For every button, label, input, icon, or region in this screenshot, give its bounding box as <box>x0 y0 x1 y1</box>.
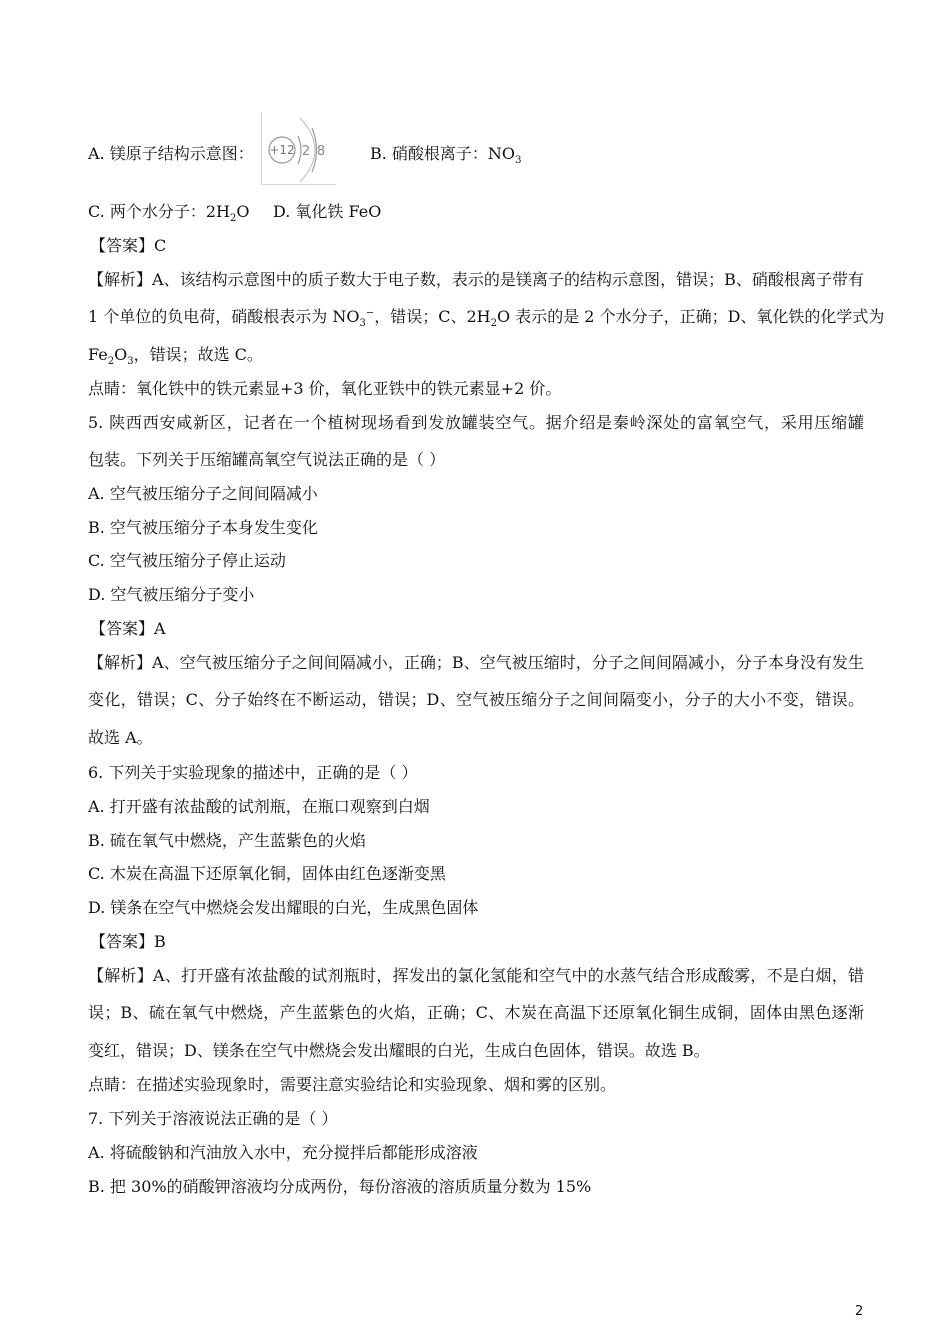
q5-answer: 【答案】A <box>90 619 166 638</box>
q5-explanation-line1: 【解析】A、空气被压缩分子之间间隔减小，正确；B、空气被压缩时，分子之间间隔减小，分子本身没有发生 <box>88 653 864 672</box>
q4-explanation-line2 <box>88 307 885 330</box>
q6-explanation-line3: 变红，错误；D、镁条在空气中燃烧会发出耀眼的白光，生成白色固体，错误。故选 B。 <box>88 1041 710 1060</box>
q4-expl2-post: O 表示的是 2 个水分子，正确；D、氧化铁的化学式为 <box>497 307 885 326</box>
q4-answer: 【答案】C <box>90 236 167 255</box>
diagram-shell1-count: 2 <box>301 144 311 159</box>
q4-option-b-sub: 3 <box>515 155 522 167</box>
q6-option-a: A. 打开盛有浓盐酸的试剂瓶，在瓶口观察到白烟 <box>88 797 430 816</box>
q4-explanation-line1: 【解析】A、该结构示意图中的质子数大于电子数，表示的是镁离子的结构示意图，错误；B、硝酸根离子带有 <box>88 270 864 289</box>
q6-explanation-line2: 误；B、硫在氧气中燃烧，产生蓝紫色的火焰，正确；C、木炭在高温下还原氧化铜生成铜，固体由黑色逐渐 <box>88 1003 864 1022</box>
q7-stem: 7. 下列关于溶液说法正确的是（ ） <box>88 1109 338 1128</box>
q4-option-b-text: B. 硝酸根离子：NO <box>370 144 516 163</box>
q4-option-c-post: O <box>236 202 250 221</box>
q7-option-a: A. 将硫酸钠和汽油放入水中，充分搅拌后都能形成溶液 <box>88 1143 478 1162</box>
q4-expl2-sub2: 2 <box>490 318 498 330</box>
q4-option-c <box>88 202 250 225</box>
q4-tip: 点睛：氧化铁中的铁元素显+3 价，氧化亚铁中的铁元素显+2 价。 <box>88 379 562 398</box>
q4-expl2-sub: 3 <box>359 318 366 330</box>
q4-expl2-sup: − <box>365 307 375 319</box>
q4-expl3-c: ，错误；故选 C。 <box>133 345 263 364</box>
q4-option-d: D. 氧化铁 FeO <box>273 202 382 221</box>
q4-expl3-sub1: 2 <box>107 356 115 368</box>
q5-stem-line2: 包装。下列关于压缩罐高氧空气说法正确的是（ ） <box>88 450 446 469</box>
q4-expl3-a: Fe <box>88 345 108 364</box>
q5-option-b: B. 空气被压缩分子本身发生变化 <box>88 518 318 537</box>
q6-option-c: C. 木炭在高温下还原氧化铜，固体由红色逐渐变黑 <box>88 864 446 883</box>
q6-answer: 【答案】B <box>90 932 166 951</box>
q5-option-a: A. 空气被压缩分子之间间隔减小 <box>88 484 318 503</box>
q6-option-d: D. 镁条在空气中燃烧会发出耀眼的白光，生成黑色固体 <box>88 898 479 917</box>
q6-option-b: B. 硫在氧气中燃烧，产生蓝紫色的火焰 <box>88 831 366 850</box>
q4-option-a <box>88 144 254 164</box>
q4-expl3-sub2: 3 <box>127 356 134 368</box>
q6-stem: 6. 下列关于实验现象的描述中，正确的是（ ） <box>88 763 418 782</box>
diagram-shell2-count: 8 <box>316 144 326 159</box>
page-number: 2 <box>855 1304 864 1319</box>
q4-option-b <box>370 144 522 167</box>
q4-explanation-line3 <box>88 345 263 368</box>
q4-expl3-b: O <box>114 345 128 364</box>
q6-explanation-line1: 【解析】A、打开盛有浓盐酸的试剂瓶时，挥发出的氯化氢能和空气中的水蒸气结合形成酸雾，不是白烟，错 <box>88 966 864 985</box>
q5-option-d: D. 空气被压缩分子变小 <box>88 585 255 604</box>
diagram-nucleus-label: +12 <box>269 143 295 157</box>
magnesium-atom-structure-diagram <box>261 112 336 185</box>
q5-stem-line1: 5. 陕西西安咸新区，记者在一个植树现场看到发放罐装空气。据介绍是秦岭深处的富氧空气，采用压缩罐 <box>88 413 864 432</box>
q4-expl2-text: 1 个单位的负电荷，硝酸根表示为 NO <box>88 307 360 326</box>
q7-option-b: B. 把 30%的硝酸钾溶液均分成两份，每份溶液的溶质质量分数为 15% <box>88 1177 592 1196</box>
q4-option-c-sub: 2 <box>229 213 237 225</box>
q4-option-a-text: A. 镁原子结构示意图： <box>88 144 254 163</box>
q5-option-c: C. 空气被压缩分子停止运动 <box>88 551 286 570</box>
q5-explanation-line3: 故选 A。 <box>88 728 153 747</box>
q5-explanation-line2: 变化，错误；C、分子始终在不断运动，错误；D、空气被压缩分子之间间隔变小，分子的大小不变，错误。 <box>88 690 864 709</box>
q4-expl2-mid: ，错误；C、2H <box>374 307 491 326</box>
q6-tip: 点睛：在描述实验现象时，需要注意实验结论和实验现象、烟和雾的区别。 <box>88 1075 617 1094</box>
q4-option-c-text: C. 两个水分子：2H <box>88 202 230 221</box>
